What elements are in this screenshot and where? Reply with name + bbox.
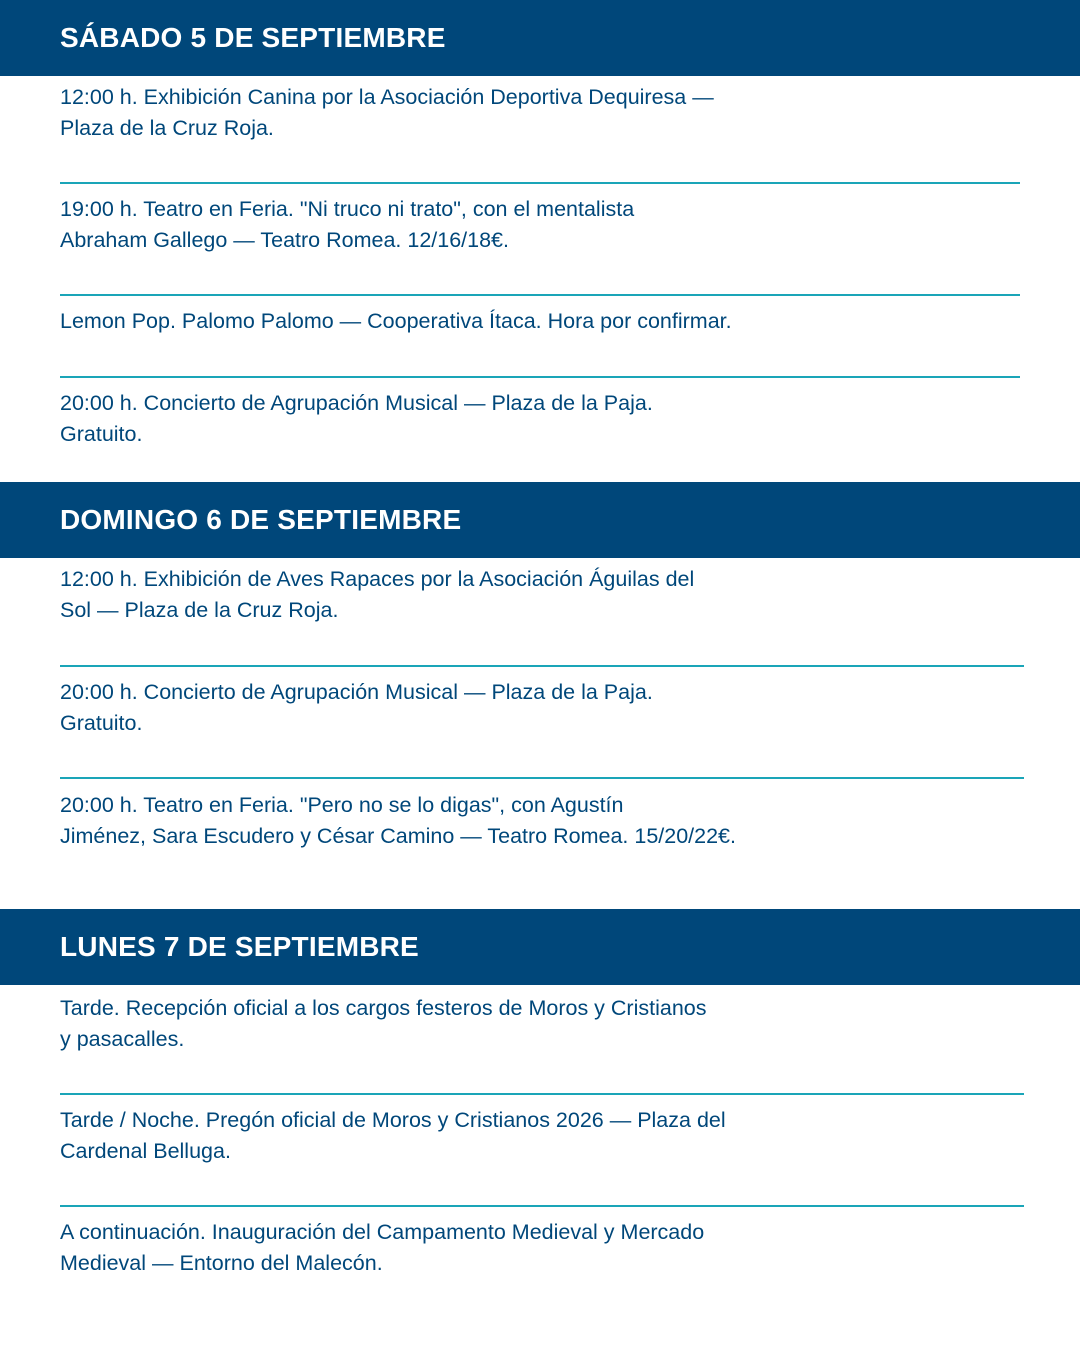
day-header-lunes: LUNES 7 DE SEPTIEMBRE xyxy=(0,909,1080,985)
event-divider xyxy=(60,665,1024,667)
event-item: 20:00 h. Concierto de Agrupación Musical — Plaza de la Paja. Gratuito. xyxy=(60,680,653,735)
event-divider xyxy=(60,182,1020,184)
event-divider xyxy=(60,777,1024,779)
event-item: 20:00 h. Concierto de Agrupación Musical — Plaza de la Paja. Gratuito. xyxy=(60,391,653,446)
event-item: 20:00 h. Teatro en Feria. "Pero no se lo digas", con Agustín Jiménez, Sara Escudero y César Camino — Teatro Romea. 15/20/22€. xyxy=(60,793,736,848)
event-divider xyxy=(60,294,1020,296)
day-header-sabado: SÁBADO 5 DE SEPTIEMBRE xyxy=(0,0,1080,76)
event-item: 12:00 h. Exhibición Canina por la Asociación Deportiva Dequiresa — Plaza de la Cruz Roja. xyxy=(60,85,714,140)
event-item: 19:00 h. Teatro en Feria. "Ni truco ni trato", con el mentalista Abraham Gallego — Teatro Romea. 12/16/18€. xyxy=(60,197,635,252)
event-divider xyxy=(60,1205,1024,1207)
day-header-domingo: DOMINGO 6 DE SEPTIEMBRE xyxy=(0,482,1080,558)
event-item: Lemon Pop. Palomo Palomo — Cooperativa Ítaca. Hora por confirmar. xyxy=(60,309,732,333)
event-item: Tarde. Recepción oficial a los cargos festeros de Moros y Cristianos y pasacalles. xyxy=(60,996,707,1051)
event-divider xyxy=(60,1093,1024,1095)
event-item: A continuación. Inauguración del Campamento Medieval y Mercado Medieval — Entorno del Malecón. xyxy=(60,1220,705,1275)
event-item: Tarde / Noche. Pregón oficial de Moros y Cristianos 2026 — Plaza del Cardenal Belluga. xyxy=(60,1108,726,1163)
event-divider xyxy=(60,376,1020,378)
event-item: 12:00 h. Exhibición de Aves Rapaces por la Asociación Águilas del Sol — Plaza de la Cruz Roja. xyxy=(60,567,695,622)
